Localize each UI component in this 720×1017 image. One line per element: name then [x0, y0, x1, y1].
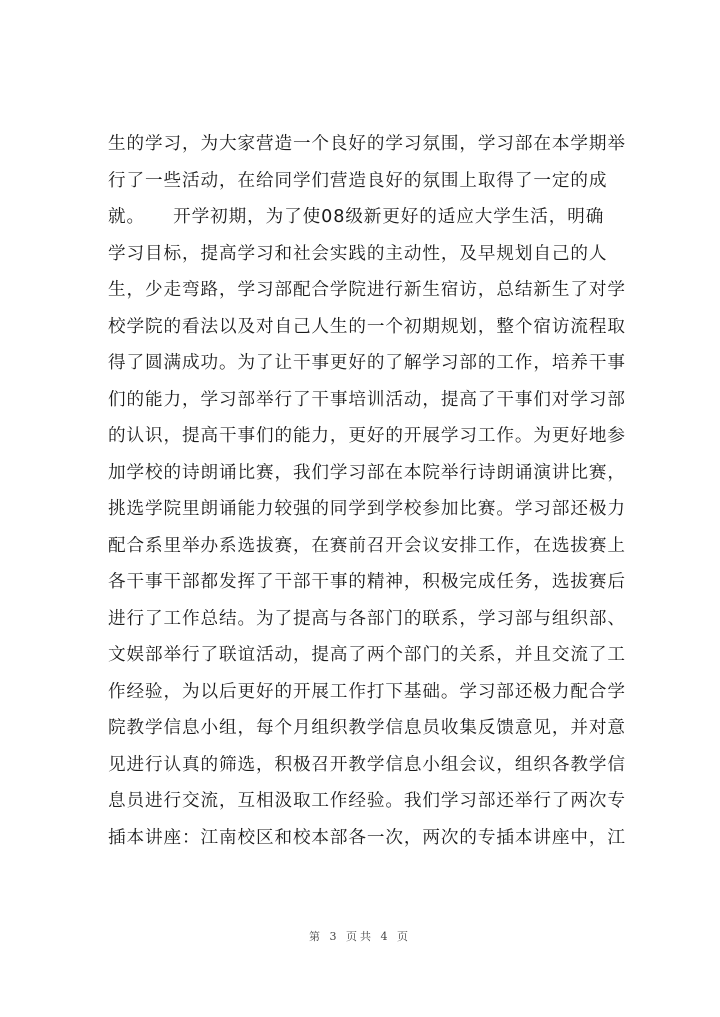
page-number-footer: 第 3 页共 4 页 — [309, 930, 411, 943]
text-line: 就。 开学初期，为了使08级新更好的适应大学生活，明确 — [108, 207, 605, 227]
text-line: 挑选学院里朗诵能力较强的同学到学校参加比赛。学习部还极力 — [108, 499, 626, 519]
text-line: 行了一些活动，在给同学们营造良好的氛围上取得了一定的成 — [108, 170, 608, 191]
text-line: 们的能力，学习部举行了干事培训活动，提高了干事们对学习部 — [108, 389, 626, 410]
text-line: 配合系里举办系选拔赛，在赛前召开会议安排工作，在选拔赛上 — [108, 535, 626, 556]
text-line: 学习目标，提高学习和社会实践的主动性，及早规划自己的人 — [108, 243, 608, 264]
text-line: 生，少走弯路，学习部配合学院进行新生宿访，总结新生了对学 — [108, 280, 626, 300]
text-line: 得了圆满成功。为了让干事更好的了解学习部的工作，培养干事 — [108, 353, 626, 373]
text-line: 插本讲座：江南校区和校本部各一次，两次的专插本讲座中，江 — [108, 827, 626, 848]
text-line: 息员进行交流，互相汲取工作经验。我们学习部还举行了两次专 — [108, 791, 626, 811]
text-line: 院教学信息小组，每个月组织教学信息员收集反馈意见，并对意 — [108, 718, 626, 738]
text-line: 的认识，提高干事们的能力，更好的开展学习工作。为更好地参 — [108, 426, 626, 446]
text-line: 作经验，为以后更好的开展工作打下基础。学习部还极力配合学 — [108, 681, 626, 702]
text-line: 加学校的诗朗诵比赛，我们学习部在本院举行诗朗诵演讲比赛， — [108, 462, 626, 483]
text-line: 文娱部举行了联谊活动，提高了两个部门的关系，并且交流了工 — [108, 645, 626, 665]
body-text — [108, 126, 638, 856]
text-line: 各干事干部都发挥了干部干事的精神，积极完成任务，选拔赛后 — [108, 572, 626, 592]
text-line: 生的学习，为大家营造一个良好的学习氛围，学习部在本学期举 — [108, 134, 626, 154]
text-line: 见进行认真的筛选，积极召开教学信息小组会议，组织各教学信 — [108, 754, 626, 775]
text-line: 校学院的看法以及对自己人生的一个初期规划，整个宿访流程取 — [108, 316, 626, 337]
text-line: 进行了工作总结。为了提高与各部门的联系，学习部与组织部、 — [108, 608, 626, 629]
